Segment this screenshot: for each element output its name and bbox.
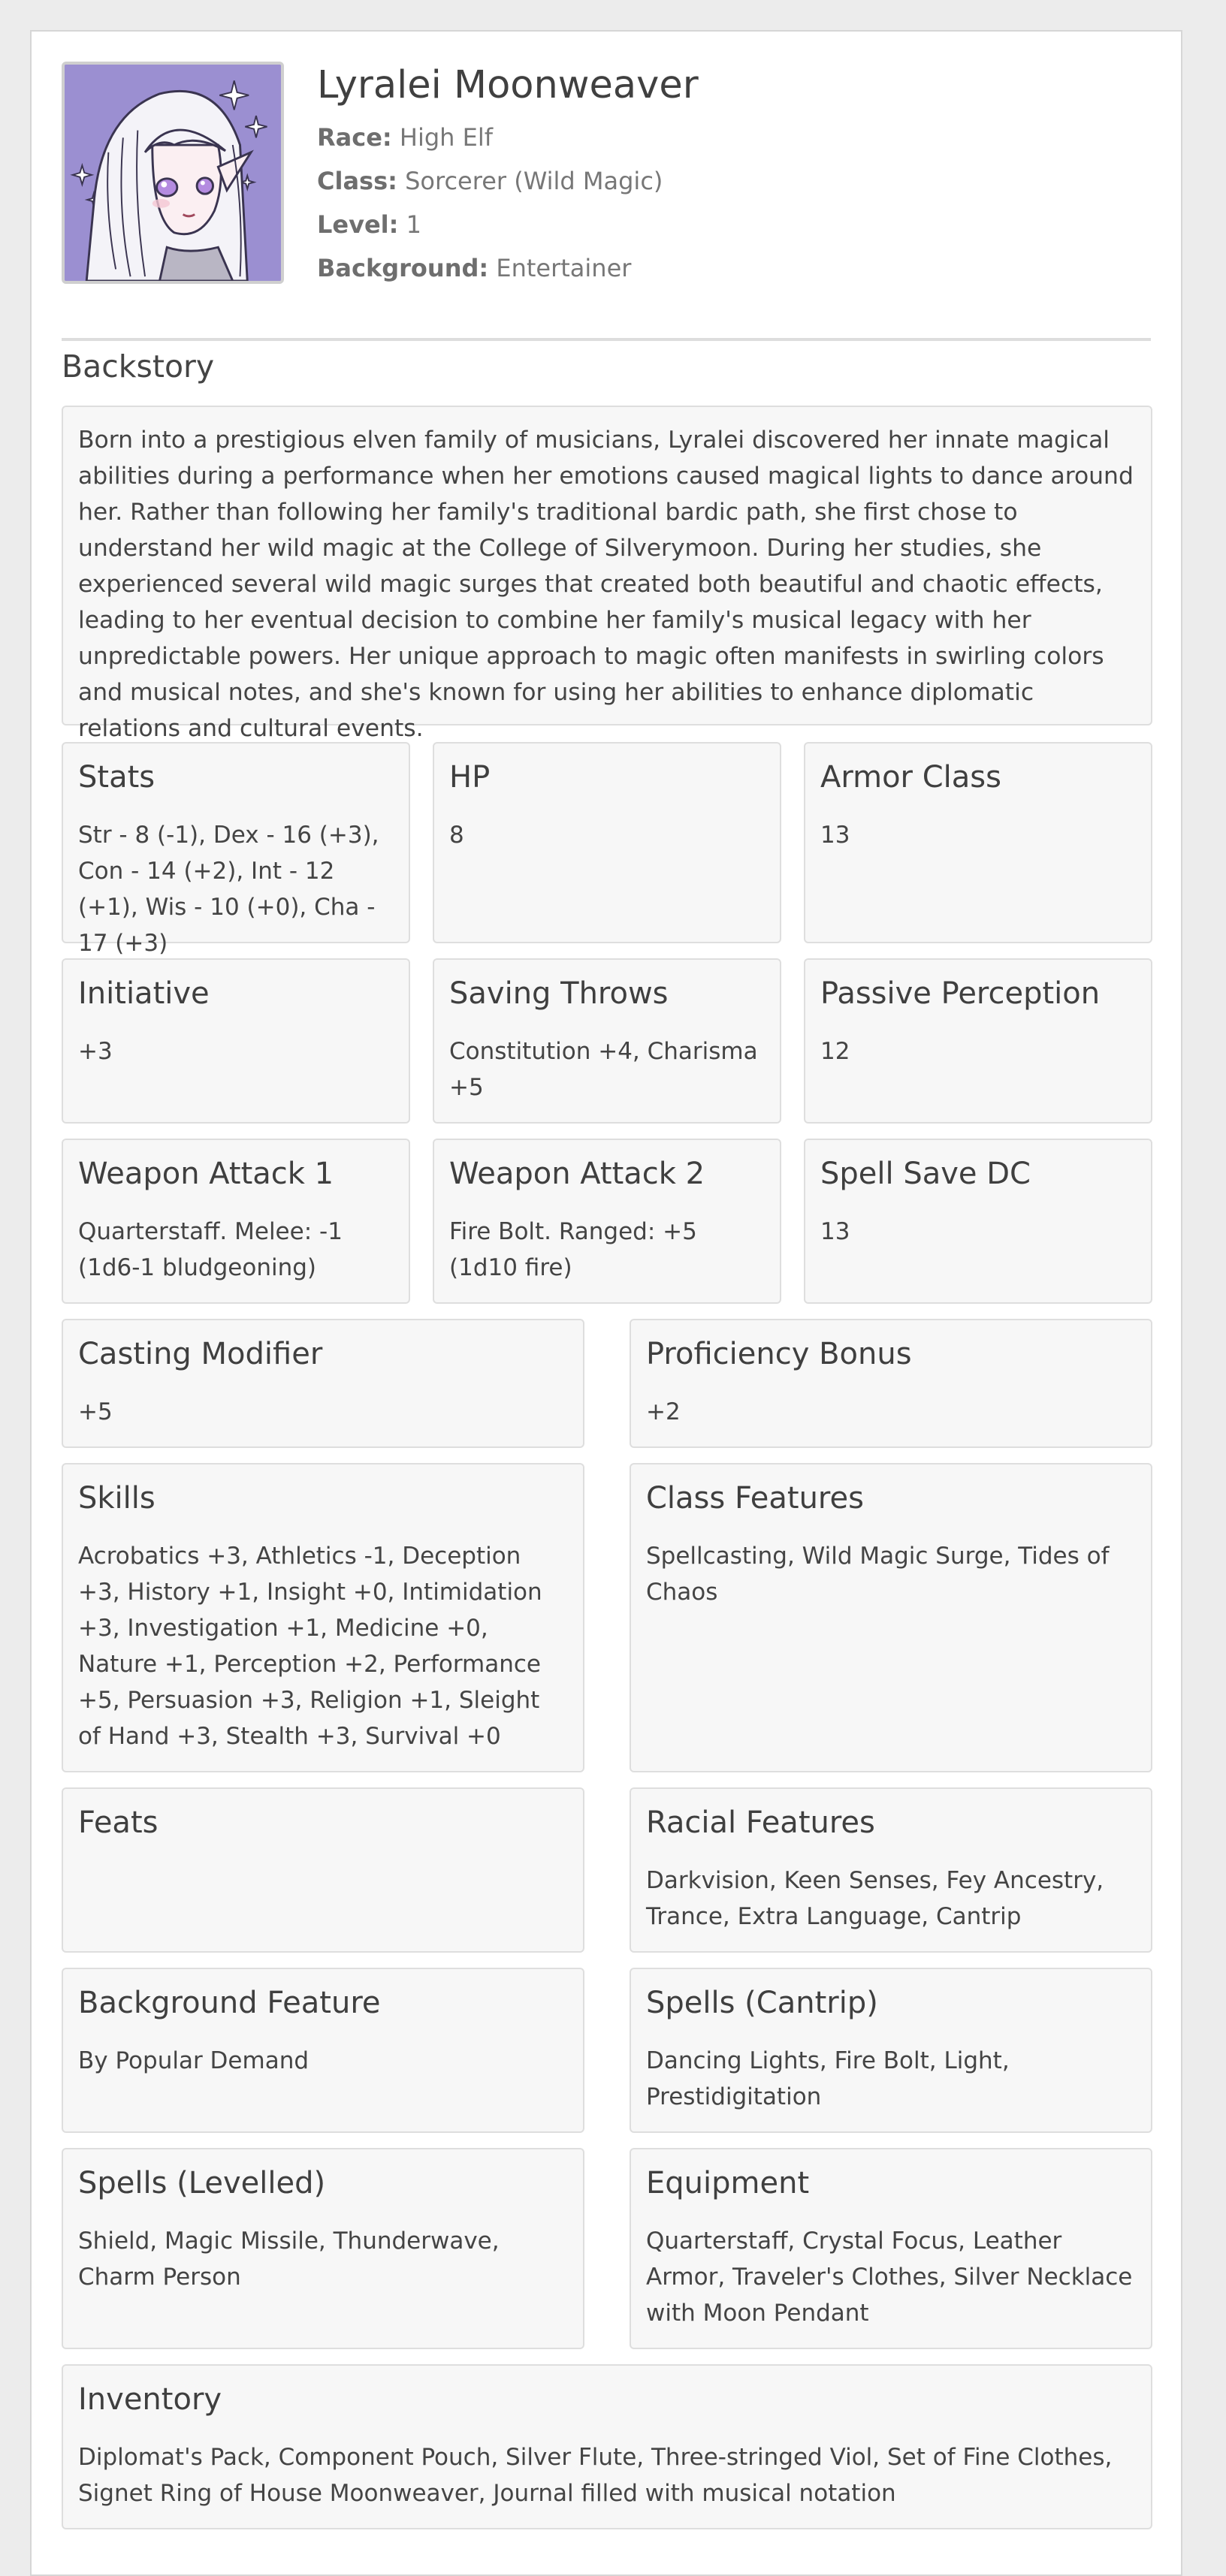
saving-throws-card — [433, 958, 781, 1124]
weapon-attack-1-value: Quarterstaff. Melee: -1 (1d6-1 bludgeoning) — [78, 1218, 343, 1281]
passive-perception-title: Passive Perception — [820, 976, 1101, 1011]
hp-title: HP — [449, 760, 491, 795]
race-label: Race: — [317, 123, 392, 152]
spells-levelled-card — [62, 2148, 584, 2349]
weapon-attack-2-value: Fire Bolt. Ranged: +5 (1d10 fire) — [449, 1218, 697, 1281]
background-feature-value: By Popular Demand — [78, 2047, 310, 2074]
armor-class-card — [804, 742, 1152, 943]
weapon-attack-2-title: Weapon Attack 2 — [449, 1157, 705, 1191]
equipment-value: Quarterstaff, Crystal Focus, Leather Armor, Traveler's Clothes, Silver Necklace with Moon Pendant — [646, 2228, 1133, 2327]
proficiency-bonus-title: Proficiency Bonus — [646, 1337, 912, 1371]
class-features-title: Class Features — [646, 1481, 864, 1516]
level-value: 1 — [406, 210, 421, 239]
character-header — [62, 62, 1151, 341]
character-name: Lyralei Moonweaver — [317, 63, 699, 107]
spell-save-dc-value: 13 — [820, 1218, 850, 1245]
hp-value: 8 — [449, 822, 464, 849]
racial-features-card — [630, 1787, 1152, 1953]
casting-modifier-value: +5 — [78, 1398, 113, 1425]
character-portrait-image — [62, 62, 284, 284]
skills-title: Skills — [78, 1481, 156, 1516]
backstory-heading: Backstory — [62, 348, 215, 385]
weapon-attack-1-card — [62, 1139, 410, 1304]
casting-modifier-card — [62, 1319, 584, 1448]
spells-cantrip-title: Spells (Cantrip) — [646, 1986, 878, 2020]
backstory-text: Born into a prestigious elven family of musicians, Lyralei discovered her innate magical abilities during a performance when her emotions caused magical lights to dance around her. Rather than following her family's traditional bardic path, she first chose to understand her wild magic at the College of Silverymoon. During her studies, she experienced several wild magic surges that created both beautiful and chaotic effects, leading to her eventual decision to combine her family's musical legacy with her unpredictable powers. Her unique approach to magic often manifests in swirling colors and musical notes, and she's known for using her abilities to enhance diplomatic relations and cultural events. — [78, 427, 1134, 742]
stats-value: Str - 8 (-1), Dex - 16 (+3), Con - 14 (+2), Int - 12 (+1), Wis - 10 (+0), Cha - 17 (+3) — [78, 822, 379, 957]
background-value: Entertainer — [496, 254, 632, 282]
spell-save-dc-title: Spell Save DC — [820, 1157, 1031, 1191]
passive-perception-value: 12 — [820, 1038, 850, 1065]
weapon-attack-2-card — [433, 1139, 781, 1304]
class-features-card — [630, 1463, 1152, 1772]
background-feature-title: Background Feature — [78, 1986, 381, 2020]
stats-card — [62, 742, 410, 957]
initiative-value: +3 — [78, 1038, 113, 1065]
weapon-attack-1-title: Weapon Attack 1 — [78, 1157, 334, 1191]
saving-throws-value: Constitution +4, Charisma +5 — [449, 1038, 758, 1101]
background-field — [317, 254, 631, 282]
saving-throws-title: Saving Throws — [449, 976, 669, 1011]
inventory-card — [62, 2364, 1152, 2529]
feats-title: Feats — [78, 1805, 159, 1840]
initiative-card — [62, 958, 410, 1124]
armor-class-value: 13 — [820, 822, 850, 849]
race-field — [317, 123, 493, 152]
background-feature-card — [62, 1968, 584, 2133]
class-value: Sorcerer (Wild Magic) — [405, 167, 663, 195]
spells-levelled-title: Spells (Levelled) — [78, 2166, 326, 2200]
spell-save-dc-card — [804, 1139, 1152, 1304]
skills-value: Acrobatics +3, Athletics -1, Deception +3, History +1, Insight +0, Intimidation +3, Investigation +1, Medicine +0, Nature +1, Perception +2, Performance +5, Persuasion +3, Religion +1, Sleight of Hand +3, Stealth +3, Survival +0 — [78, 1543, 542, 1750]
equipment-card — [630, 2148, 1152, 2349]
racial-features-value: Darkvision, Keen Senses, Fey Ancestry, Trance, Extra Language, Cantrip — [646, 1867, 1104, 1930]
racial-features-title: Racial Features — [646, 1805, 875, 1840]
stats-title: Stats — [78, 760, 156, 795]
elf-portrait-icon — [65, 65, 281, 281]
skills-card — [62, 1463, 584, 1772]
class-features-value: Spellcasting, Wild Magic Surge, Tides of Chaos — [646, 1543, 1110, 1606]
equipment-title: Equipment — [646, 2166, 810, 2200]
level-field — [317, 210, 421, 239]
spells-cantrip-value: Dancing Lights, Fire Bolt, Light, Prestidigitation — [646, 2047, 1010, 2110]
initiative-title: Initiative — [78, 976, 210, 1011]
passive-perception-card — [804, 958, 1152, 1124]
backstory-card — [62, 406, 1152, 742]
proficiency-bonus-card — [630, 1319, 1152, 1448]
race-value: High Elf — [399, 123, 493, 152]
feats-card — [62, 1787, 584, 1953]
hp-card — [433, 742, 781, 943]
background-label: Background: — [317, 254, 489, 282]
inventory-title: Inventory — [78, 2382, 222, 2417]
armor-class-title: Armor Class — [820, 760, 1001, 795]
class-field — [317, 167, 663, 195]
inventory-value: Diplomat's Pack, Component Pouch, Silver Flute, Three-stringed Viol, Set of Fine Clothes, Signet Ring of House Moonweaver, Journal filled with musical notation — [78, 2444, 1113, 2507]
class-label: Class: — [317, 167, 397, 195]
casting-modifier-title: Casting Modifier — [78, 1337, 323, 1371]
level-label: Level: — [317, 210, 399, 239]
spells-levelled-value: Shield, Magic Missile, Thunderwave, Charm Person — [78, 2228, 500, 2291]
proficiency-bonus-value: +2 — [646, 1398, 681, 1425]
spells-cantrip-card — [630, 1968, 1152, 2133]
